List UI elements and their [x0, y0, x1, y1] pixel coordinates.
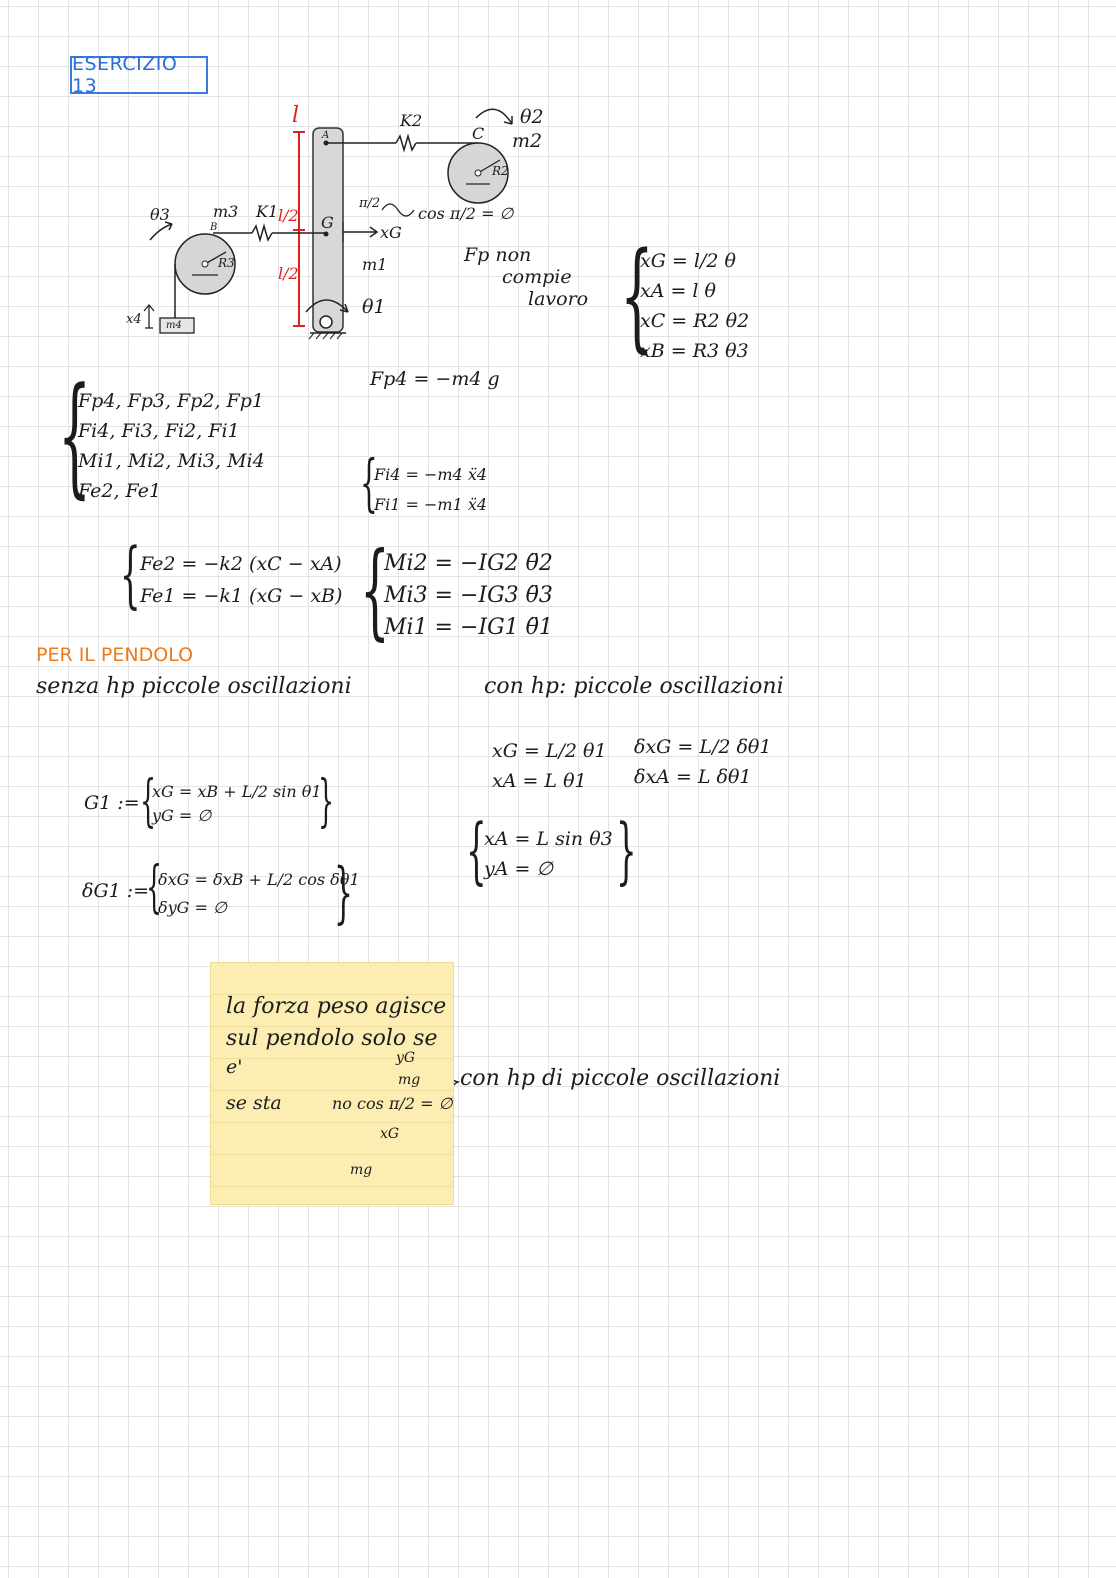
- dg1-label: δG1 :=: [82, 880, 150, 902]
- label-R3: R3: [218, 256, 235, 270]
- label-l2-upper: l/2: [278, 206, 299, 225]
- brace: {: [146, 855, 163, 920]
- small-osc-left: [492, 736, 607, 796]
- dg1-line: δxG = δxB + L/2 cos δθ1: [158, 870, 360, 889]
- xa-line: yA = ∅: [484, 858, 554, 880]
- xa-line: xA = L sin θ3: [484, 828, 613, 850]
- small-osc-line: δxG = L/2 δθ1: [634, 736, 772, 758]
- label-K1: K1: [256, 202, 279, 221]
- inertia-forces: [374, 460, 487, 520]
- theta3-arrow: [150, 224, 172, 240]
- kinematics-line: xC = R2 θ2: [640, 310, 750, 332]
- label-R2: R2: [492, 164, 509, 178]
- pendulum-pivot: [320, 316, 332, 328]
- label-G: G: [321, 213, 334, 232]
- fp-note-line: Fp non: [464, 244, 532, 266]
- spring-k2: [328, 136, 478, 150]
- sticky-line-2: sul pendolo solo se: [226, 1026, 438, 1051]
- label-pi-half: π/2: [359, 196, 381, 211]
- with-hp: con hp: piccole oscillazioni: [484, 674, 784, 699]
- inertia-moment-line: Mi2 = −IG2 θ̈2: [384, 551, 553, 576]
- brace: }: [616, 808, 637, 892]
- g1-label: G1 :=: [84, 792, 140, 814]
- sticky-mg-up: mg: [398, 1072, 421, 1088]
- sticky-side-note: con hp di piccole oscillazioni: [460, 1066, 781, 1091]
- inertia-moment-line: Mi1 = −IG1 θ̈1: [384, 615, 553, 640]
- forces-line: Fp4, Fp3, Fp2, Fp1: [78, 390, 264, 412]
- brace: }: [334, 854, 353, 931]
- sticky-line-3: e': [226, 1056, 243, 1078]
- label-xG: xG: [380, 223, 402, 242]
- brace: {: [466, 808, 487, 892]
- inertia-force-line: Fi1 = −m1 ẍ4: [374, 495, 488, 514]
- elastic-force-line: Fe1 = −k1 (xG − xB): [140, 585, 343, 607]
- g1-line: yG = ∅: [152, 806, 212, 825]
- elastic-force-line: Fe2 = −k2 (xC − xA): [140, 553, 342, 575]
- sticky-xG: xG: [380, 1126, 400, 1142]
- label-m2: m2: [512, 130, 543, 152]
- inertia-moments: [384, 548, 553, 644]
- kinematics-line: xA = l θ: [640, 280, 716, 302]
- kinematics-line: xG = l/2 θ: [640, 250, 736, 272]
- forces-line: Mi1, Mi2, Mi3, Mi4: [78, 450, 265, 472]
- brace: {: [360, 529, 390, 651]
- kinematics-block: [640, 246, 749, 366]
- fp-note: [464, 244, 588, 310]
- small-osc-right: [634, 732, 771, 792]
- brace: {: [620, 226, 654, 364]
- xa-block: [484, 824, 613, 884]
- g1-block: [152, 780, 322, 828]
- sticky-mg-down: mg: [350, 1162, 373, 1178]
- spring-k1: [213, 226, 326, 240]
- g1-line: xG = xB + L/2 sin θ1: [152, 782, 322, 801]
- label-x4: x4: [126, 312, 142, 327]
- small-osc-line: xA = L θ1: [492, 770, 587, 792]
- label-m4: m4: [166, 320, 182, 331]
- sticky-no-cos: no cos π/2 = ∅: [332, 1094, 453, 1113]
- sticky-line-4: se sta: [226, 1092, 282, 1114]
- without-hp: senza hp piccole oscillazioni: [36, 674, 352, 699]
- elastic-forces: [140, 548, 342, 612]
- inertia-moment-line: Mi3 = −IG3 θ̈3: [384, 583, 553, 608]
- label-theta2: θ2: [520, 106, 544, 128]
- forces-line: Fi4, Fi3, Fi2, Fi1: [78, 420, 240, 442]
- exercise-title: ESERCIZIO 13: [70, 56, 208, 94]
- small-osc-line: xG = L/2 θ1: [492, 740, 607, 762]
- small-osc-line: δxA = L δθ1: [634, 766, 752, 788]
- fp4-equation: Fp4 = −m4 g: [370, 368, 500, 390]
- label-A: A: [322, 130, 330, 141]
- fp-note-line: lavoro: [528, 288, 589, 310]
- brace: {: [360, 446, 378, 519]
- label-K2: K2: [400, 111, 423, 130]
- cos-note: cos π/2 = ∅: [418, 204, 514, 223]
- label-m3: m3: [213, 202, 239, 221]
- inertia-force-line: Fi4 = −m4 ẍ4: [374, 465, 488, 484]
- sticky-line-1: la forza peso agisce: [226, 994, 447, 1019]
- sticky-yG: yG: [396, 1050, 416, 1066]
- brace: {: [140, 769, 157, 834]
- brace: {: [58, 359, 92, 511]
- label-m1: m1: [362, 255, 388, 274]
- pendulum-heading: PER IL PENDOLO: [36, 644, 194, 666]
- fp-note-line: compie: [502, 266, 572, 288]
- label-l: l: [292, 103, 300, 128]
- label-l2-lower: l/2: [278, 264, 299, 283]
- forces-line: Fe2, Fe1: [78, 480, 162, 502]
- label-theta3: θ3: [150, 205, 170, 224]
- dg1-line: δyG = ∅: [158, 898, 227, 917]
- label-C: C: [472, 124, 485, 143]
- theta2-arrow: [476, 109, 512, 124]
- brace: {: [120, 532, 141, 616]
- label-B: B: [210, 222, 218, 233]
- forces-list: [78, 386, 265, 506]
- dg1-block: [158, 866, 360, 922]
- kinematics-line: xB = R3 θ3: [640, 340, 749, 362]
- length-bar: [293, 132, 305, 326]
- label-theta1: θ1: [362, 296, 386, 318]
- brace: }: [318, 769, 335, 834]
